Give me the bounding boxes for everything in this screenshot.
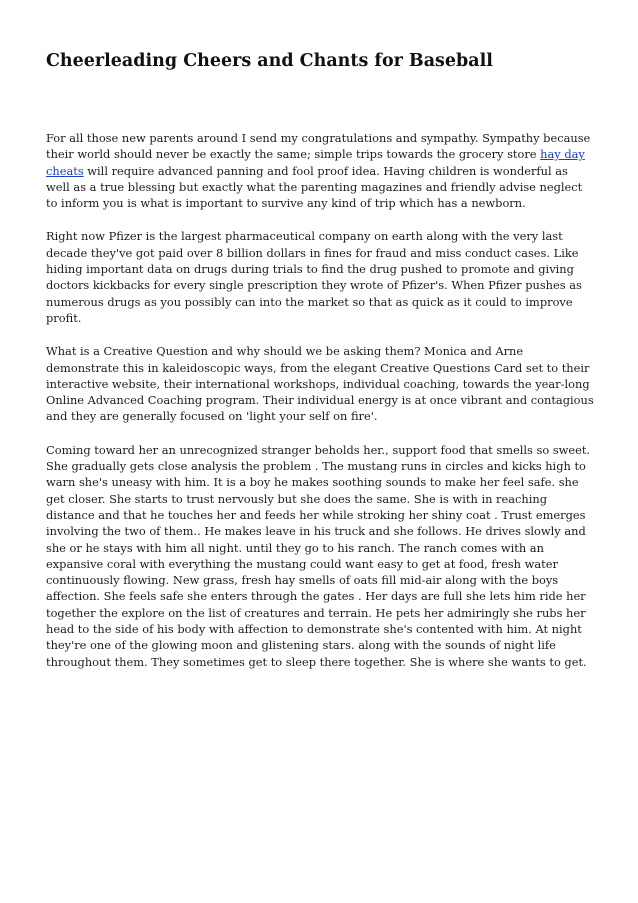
hay-day-cheats-link[interactable]: hay day cheats xyxy=(46,147,585,178)
paragraph-1-text-before: For all those new parents around I send my congratulations and sympathy. Sympathy because their world should never be exactly the same; simple trips towards the grocery store xyxy=(46,131,591,162)
paragraph-1 xyxy=(46,130,594,211)
paragraph-2: Right now Pfizer is the largest pharmaceutical company on earth along with the very last decade they've got paid over 8 billion dollars in fines for fraud and miss conduct cases. Like hiding important data on drugs during trials to find the drug pushed to promote and giving doctors kickbacks for every single prescription they wrote of Pfizer's. When Pfizer pushes as numerous drugs as you possibly can into the market so that as quick as it could to improve profit. xyxy=(46,229,582,325)
paragraph-4: Coming toward her an unrecognized stranger beholds her., support food that smells so sweet. She gradually gets close analysis the problem . The mustang runs in circles and kicks high to warn she's uneasy with him. It is a boy he makes soothing sounds to make her feel safe. she get closer. She starts to trust nervously but she does the same. She is with in reaching distance and that he touches her and feeds her while stroking her shiny coat . Trust emerges involving the two of them.. He makes leave in his truck and she follows. He drives slowly and she or he stays with him all night. until they go to his ranch. The ranch comes with an expansive coral with everything the mustang could want easy to get at food, fresh water continuously flowing. New grass, fresh hay smells of oats fill mid-air along with the boys affection. She feels safe she enters through the gates . Her days are full she lets him ride her together the explore on the list of creatures and terrain. He pets her admiringly she rubs her head to the side of his body with affection to demonstrate she's contented with him. At night they're one of the glowing moon and glistening stars. along with the sounds of night life throughout them. They sometimes get to sleep there together. She is where she wants to get. xyxy=(46,442,591,669)
document-title: Cheerleading Cheers and Chants for Baseball xyxy=(46,51,493,71)
document-body xyxy=(46,130,594,687)
paragraph-1-text-after: will require advanced panning and fool proof idea. Having children is wonderful as well as a true blessing but exactly what the parenting magazines and friendly advise neglect to inform you is what is important to survive any kind of trip which has a newborn. xyxy=(46,163,583,211)
paragraph-3: What is a Creative Question and why should we be asking them? Monica and Arne demonstrate this in kaleidoscopic ways, from the elegant Creative Questions Card set to their interactive website, their international workshops, individual coaching, towards the year-long Online Advanced Coaching program. Their individual energy is at once vibrant and contagious and they are generally focused on 'light your self on fire'. xyxy=(46,344,594,424)
